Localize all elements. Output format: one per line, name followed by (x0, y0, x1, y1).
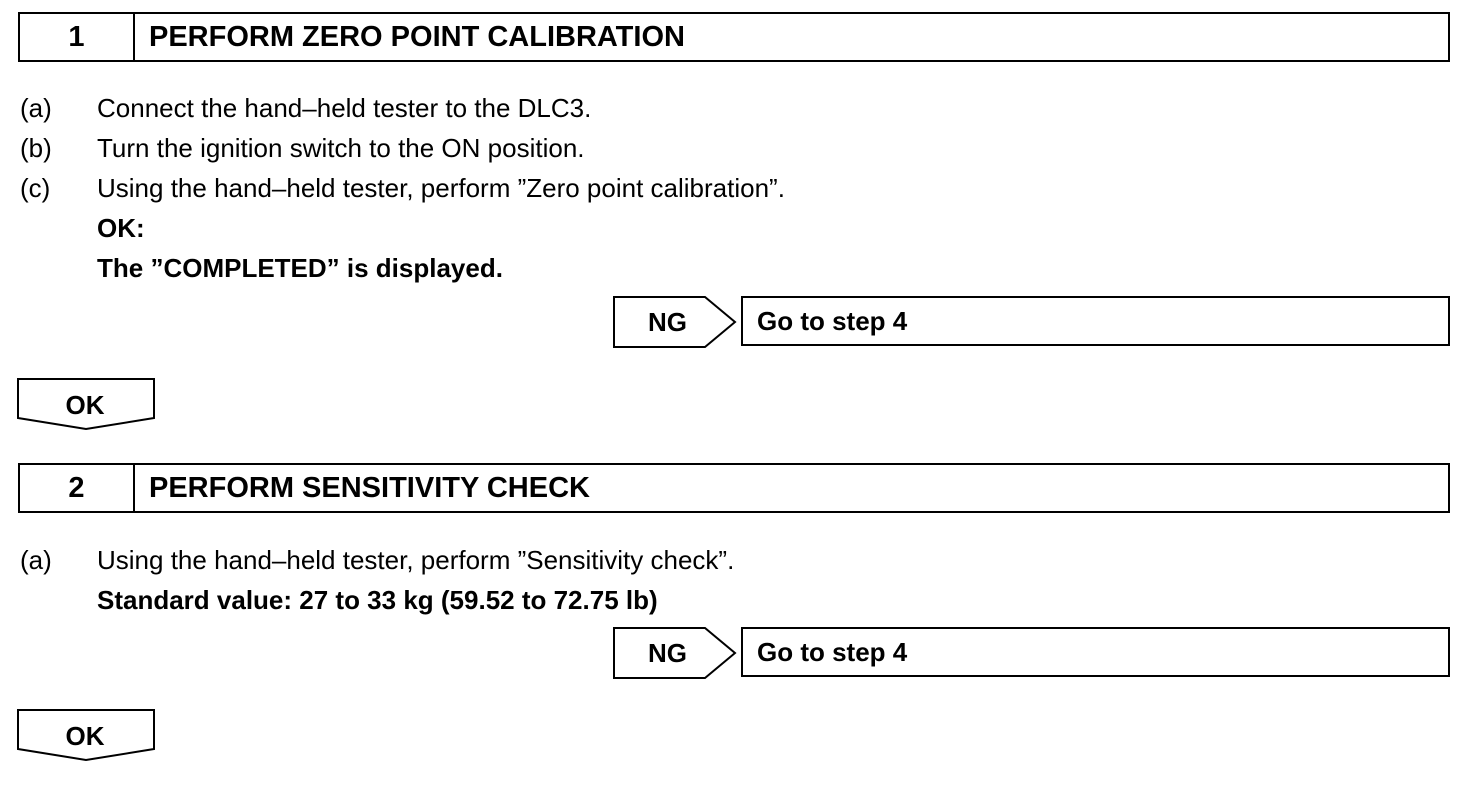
step-1-item-c-text: Using the hand–held tester, perform ”Zero point calibration”. (97, 173, 785, 203)
step-1-number: 1 (20, 14, 135, 60)
step-2-ok-arrow-label: OK (65, 721, 105, 751)
step-1-ok-label: OK: (97, 213, 145, 243)
step-1-title: PERFORM ZERO POINT CALIBRATION (149, 20, 685, 53)
step-1-header (18, 12, 1450, 62)
step-1-ng-goto[interactable]: Go to step 4 (741, 296, 1450, 346)
step-1-ok-spec: The ”COMPLETED” is displayed. (97, 253, 503, 283)
step-1-item-b-text: Turn the ignition switch to the ON position. (97, 133, 585, 163)
step-2-standard-value: Standard value: 27 to 33 kg (59.52 to 72.75 lb) (97, 585, 658, 615)
step-2-title: PERFORM SENSITIVITY CHECK (149, 471, 590, 504)
step-1-item-a-label: (a) (20, 93, 52, 123)
step-2-ng-label: NG (648, 638, 687, 668)
step-1-item-a-text: Connect the hand–held tester to the DLC3. (97, 93, 592, 123)
step-1-ng-label: NG (648, 307, 687, 337)
step-2-number: 2 (20, 465, 135, 511)
step-1-item-c-label: (c) (20, 173, 51, 203)
step-1-item-b-label: (b) (20, 133, 52, 163)
step-2-header (18, 463, 1450, 513)
step-2-ng-goto[interactable]: Go to step 4 (741, 627, 1450, 677)
step-1-ok-arrow-label: OK (65, 390, 105, 420)
step-2-item-a-label: (a) (20, 545, 52, 575)
step-2-item-a-text: Using the hand–held tester, perform ”Sensitivity check”. (97, 545, 735, 575)
